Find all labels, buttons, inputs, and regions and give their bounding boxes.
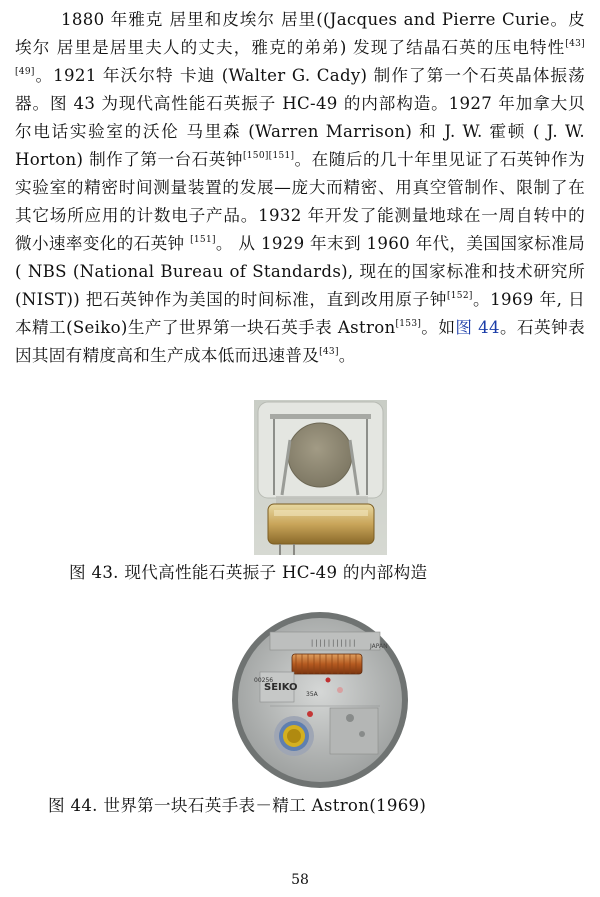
body-paragraph: [15, 6, 585, 370]
citation-ref[interactable]: [151]: [190, 235, 216, 245]
page-number: 58: [291, 872, 309, 888]
figure-link[interactable]: 图 44: [455, 318, 500, 337]
text-segment: 。石英钟表因其固有精度高和生产成本低而迅速普及: [15, 318, 585, 365]
citation-ref[interactable]: [153]: [395, 319, 422, 329]
jewel-label: 35A: [306, 691, 318, 698]
watch-movement-illustration: [230, 610, 410, 790]
figure-44-image: [230, 610, 410, 790]
serial-label: 00256: [254, 677, 274, 684]
citation-ref[interactable]: [43]: [319, 347, 339, 357]
text-segment: 。 从 1929 年末到 1960 年代，美国国家标准局 ( NBS (National Bureau of Standards), 现在的国家标准和技术研究所 (NIST)) 把石英钟作为美国的时间标准，直到改用原子钟: [15, 234, 585, 309]
citation-ref[interactable]: [43][49]: [15, 39, 585, 77]
text-segment: 。在随后的几十年里见证了石英钟作为实验室的精密时间测量装置的发展—庞大而精密、用真空管制作、限制了在其它场所应用的计数电子产品。1932 年开发了能测量地球在一周自转中的微小速率变化的石英钟: [15, 150, 585, 253]
crystal-resonator-illustration: [254, 400, 387, 555]
figure-44-caption: 图 44. 世界第一块石英手表－精工 Astron(1969): [48, 796, 427, 815]
citation-ref[interactable]: [150][151]: [242, 151, 295, 161]
figure-43-image: [254, 400, 387, 555]
brand-label: SEIKO: [264, 682, 298, 693]
text-segment: 1880 年雅克 居里和皮埃尔 居里((Jacques and Pierre Curie。皮埃尔 居里是居里夫人的丈夫，雅克的弟弟) 发现了结晶石英的压电特性: [15, 10, 585, 57]
citation-ref[interactable]: [152]: [446, 291, 473, 301]
text-segment: 。: [338, 346, 356, 365]
text-segment: 。1921 年沃尔特 卡迪 (Walter G. Cady) 制作了第一个石英晶体振荡器。图 43 为现代高性能石英振子 HC-49 的内部构造。1927 年加拿大贝尔电话实验室的沃伦 马里森 (Warren Marrison) 和 J. W. 霍顿 ( J. W. Horton) 制作了第一台石英钟: [15, 66, 585, 169]
text-segment: 。1969 年, 日本精工(Seiko)生产了世界第一块石英手表 Astron: [15, 290, 586, 337]
country-label: JAPAN: [370, 643, 388, 650]
svg-text:|||||||||||: |||||||||||: [310, 639, 357, 647]
figure-43-caption: 图 43. 现代高性能石英振子 HC-49 的内部构造: [69, 563, 428, 582]
text-segment: 。如: [421, 318, 456, 337]
